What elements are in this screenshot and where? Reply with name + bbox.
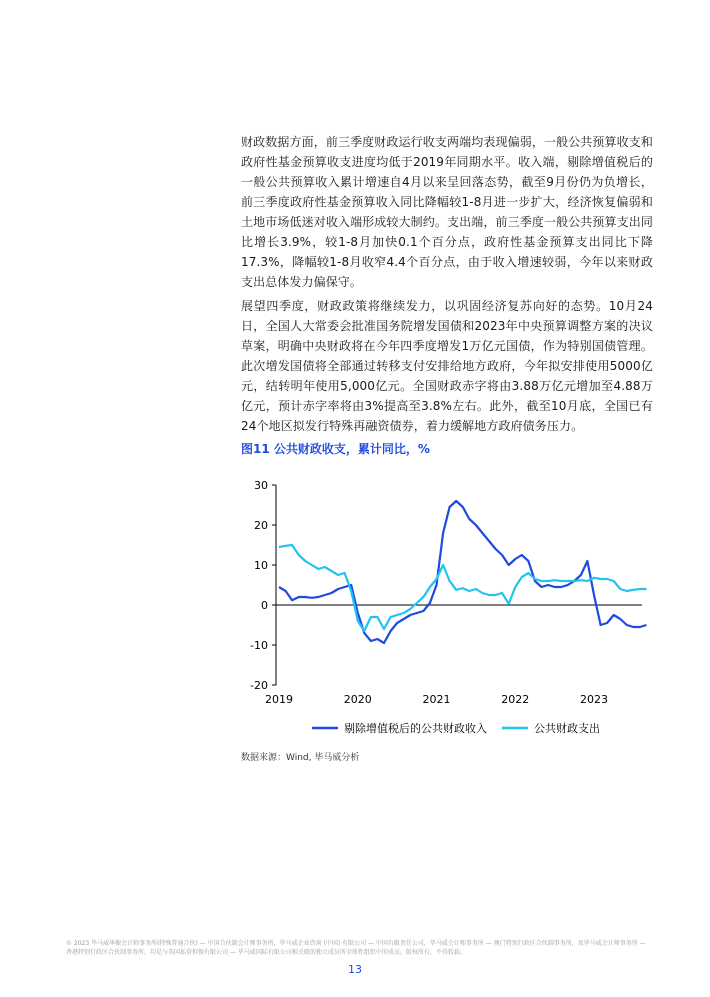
y-tick-label: -20 (250, 679, 268, 692)
line-chart (236, 470, 656, 745)
copyright-footer: © 2023 毕马威华振会计师事务所(特殊普通合伙) — 中国合伙制会计师事务所，毕马威企业咨询 (中国) 有限公司 — 中国有限责任公司，毕马威会计师事务所 — 澳门特别行政区合伙制事务所，及毕马威会计师事务所 — 香港特别行政区合伙制事务所，均是与英国私营担保有限公司 — 毕马威国际有限公司相关联的独立成员所全球性组织中的成员。版权所有，不得转载。 (66, 940, 646, 956)
chart-series (279, 501, 647, 643)
chart-axes (250, 479, 642, 706)
y-tick-label: -10 (250, 639, 268, 652)
x-tick-label: 2021 (422, 693, 451, 706)
page-number: 13 (348, 963, 362, 976)
paragraph-fiscal-data: 财政数据方面，前三季度财政运行收支两端均表现偏弱，一般公共预算收支和政府性基金预算收支进度均低于2019年同期水平。收入端，剔除增值税后的一般公共预算收入累计增速自4月以来呈回落态势，截至9月份仍为负增长，前三季度政府性基金预算收入同比降幅较1-8月进一步扩大，经济恢复偏弱和土地市场低迷对收入端形成较大制约。支出端，前三季度一般公共预算支出同比增长3.9%，较1-8月加快0.1个百分点，政府性基金预算支出同比下降17.3%，降幅较1-8月收窄4.4个百分点，由于收入增速较弱，今年以来财政支出总体发力偏保守。 (241, 135, 653, 289)
y-tick-label: 20 (254, 519, 268, 532)
x-tick-label: 2022 (501, 693, 530, 706)
figure-title: 图11 公共财政收支，累计同比，% (241, 442, 430, 456)
x-tick-label: 2020 (343, 693, 372, 706)
x-tick-label: 2023 (580, 693, 608, 706)
legend-label: 剔除增值税后的公共财政收入 (344, 722, 487, 735)
y-tick-label: 0 (261, 599, 268, 612)
y-tick-label: 10 (254, 559, 268, 572)
legend-label: 公共财政支出 (534, 722, 600, 735)
x-tick-label: 2019 (265, 693, 293, 706)
paragraph-outlook: 展望四季度，财政政策将继续发力，以巩固经济复苏向好的态势。10月24日，全国人大常委会批准国务院增发国债和2023年中央预算调整方案的决议草案，明确中央财政将在今年四季度增发1万亿元国债，作为特别国债管理。此次增发国债将全部通过转移支付安排给地方政府，今年拟安排使用5000亿元，结转明年使用5,000亿元。全国财政赤字将由3.88万亿元增加至4.88万亿元，预计赤字率将由3%提高至3.8%左右。此外，截至10月底，全国已有24个地区拟发行特殊再融资债券，着力缓解地方政府债务压力。 (241, 299, 653, 433)
y-tick-label: 30 (254, 479, 268, 492)
data-source: 数据来源：Wind, 毕马威分析 (241, 753, 360, 763)
series-line-1 (279, 545, 647, 631)
chart-legend (312, 721, 600, 735)
